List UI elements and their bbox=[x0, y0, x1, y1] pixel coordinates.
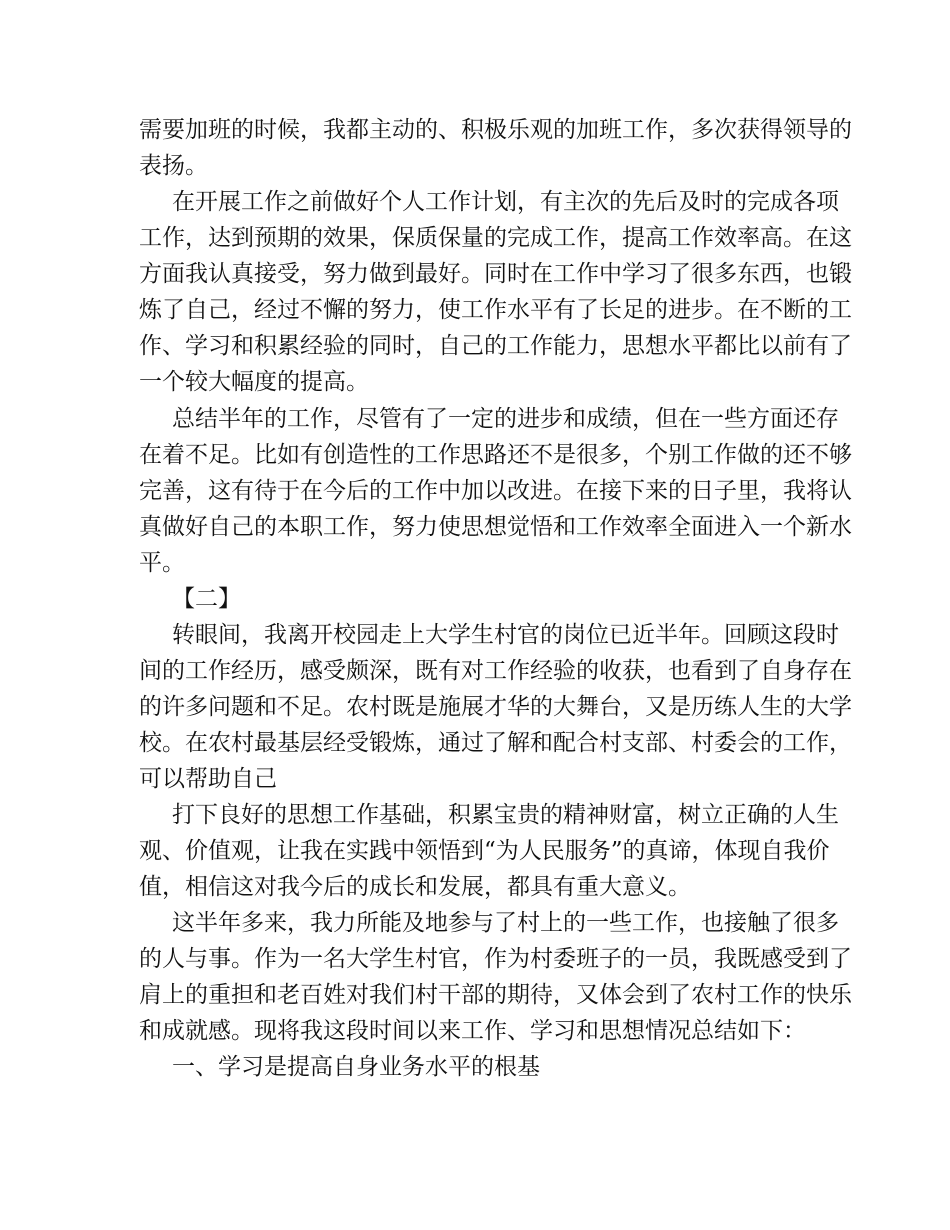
text-line: 真做好自己的本职工作，努力使思想觉悟和工作效率全面进入一个新水 bbox=[139, 514, 852, 540]
text-line: 一个较大幅度的提高。 bbox=[139, 369, 369, 395]
text-line: 肩上的重担和老百姓对我们村干部的期待，又体会到了农村工作的快乐 bbox=[139, 982, 852, 1008]
text-line: 转眼间，我离开校园走上大学生村官的岗位已近半年。回顾这段时 bbox=[172, 622, 839, 648]
text-line: 这半年多来，我力所能及地参与了村上的一些工作，也接触了很多 bbox=[172, 910, 839, 936]
text-line: 在着不足。比如有创造性的工作思路还不是很多，个别工作做的还不够 bbox=[139, 442, 852, 468]
text-line: 打下良好的思想工作基础，积累宝贵的精神财富，树立正确的人生 bbox=[172, 802, 839, 828]
text-line: 的人与事。作为一名大学生村官，作为村委班子的一员，我既感受到了 bbox=[139, 946, 852, 972]
section-heading: 一、学习是提高自身业务水平的根基 bbox=[172, 1054, 540, 1080]
text-line: 校。在农村最基层经受锻炼，通过了解和配合村支部、村委会的工作， bbox=[139, 730, 852, 756]
text-line: 在开展工作之前做好个人工作计划，有主次的先后及时的完成各项 bbox=[172, 189, 839, 215]
text-line: 间的工作经历，感受颇深，既有对工作经验的收获，也看到了自身存在 bbox=[139, 658, 852, 684]
text-line: 观、价值观，让我在实践中领悟到“为人民服务”的真谛，体现自我价 bbox=[139, 838, 830, 864]
text-line: 值，相信这对我今后的成长和发展，都具有重大意义。 bbox=[139, 874, 691, 900]
text-line: 和成就感。现将我这段时间以来工作、学习和思想情况总结如下： bbox=[139, 1018, 806, 1044]
text-line: 可以帮助自己 bbox=[139, 766, 277, 792]
text-line: 需要加班的时候，我都主动的、积极乐观的加班工作，多次获得领导的 bbox=[139, 117, 852, 143]
text-line: 表扬。 bbox=[139, 153, 208, 179]
text-line: 作、学习和积累经验的同时，自己的工作能力，思想水平都比以前有了 bbox=[139, 333, 852, 359]
section-heading: 【二】 bbox=[172, 586, 241, 612]
text-line: 方面我认真接受，努力做到最好。同时在工作中学习了很多东西，也锻 bbox=[139, 261, 852, 287]
text-line: 完善，这有待于在今后的工作中加以改进。在接下来的日子里，我将认 bbox=[139, 478, 852, 504]
text-line: 的许多问题和不足。农村既是施展才华的大舞台，又是历练人生的大学 bbox=[139, 694, 852, 720]
text-line: 总结半年的工作，尽管有了一定的进步和成绩，但在一些方面还存 bbox=[172, 406, 839, 432]
text-line: 平。 bbox=[139, 550, 185, 576]
text-line: 工作，达到预期的效果，保质保量的完成工作，提高工作效率高。在这 bbox=[139, 225, 852, 251]
text-line: 炼了自己，经过不懈的努力，使工作水平有了长足的进步。在不断的工 bbox=[139, 297, 852, 323]
